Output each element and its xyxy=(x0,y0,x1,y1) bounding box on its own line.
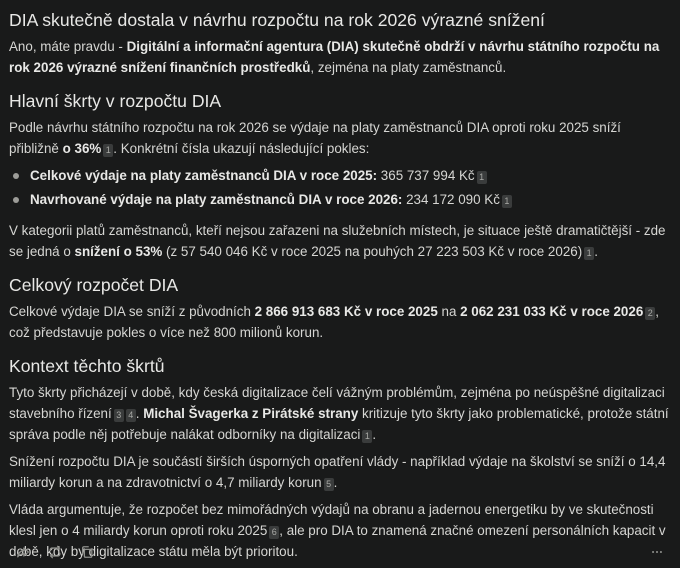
citation-badge[interactable]: 1 xyxy=(362,430,372,443)
more-icon xyxy=(650,545,664,559)
copy-button[interactable] xyxy=(76,541,98,563)
intro-text: Ano, máte pravdu - xyxy=(9,39,127,54)
budget-cuts-paragraph xyxy=(9,117,670,159)
para-text: V kategorii platů zaměstnanců, kteří nejsou zařazeni na služebních místech, je situace ještě dramatičtější - zde se jedná o xyxy=(9,223,666,259)
list-item xyxy=(9,189,670,210)
para-text: . xyxy=(594,244,598,259)
list-item-label: Navrhované výdaje na platy zaměstnanců DIA v roce 2026: xyxy=(30,192,403,207)
para-text: (z 57 540 046 Kč v roce 2025 na pouhých 27 223 503 Kč v roce 2026) xyxy=(162,244,583,259)
section-heading-context: Kontext těchto škrtů xyxy=(9,356,165,376)
context-paragraph-2 xyxy=(9,451,670,493)
rewrite-button[interactable] xyxy=(44,541,66,563)
intro-text-end: , zejména na platy zaměstnanců. xyxy=(310,60,507,75)
intro-paragraph xyxy=(9,36,670,78)
para-text: Vláda argumentuje, že rozpočet bez mimořádných výdajů na obranu a jadernou energetiku by ve skutečnosti klesl jen o 4 miliardy korun oproti roku 2025 xyxy=(9,502,654,538)
citation-badge[interactable]: 3 xyxy=(114,409,124,422)
para-text: . xyxy=(333,475,338,490)
para-text: Snížení rozpočtu DIA je součástí širších úsporných opatření vlády - například výdaje na školství se sníží o 14,4 miliardy korun a na zdravotnictví o 4,7 miliardy korun xyxy=(9,454,666,490)
citation-badge[interactable]: 1 xyxy=(103,144,113,157)
list-item xyxy=(9,165,670,186)
list-item-label: Celkové výdaje na platy zaměstnanců DIA v roce 2025: xyxy=(30,168,378,183)
citation-badge[interactable]: 2 xyxy=(645,307,655,320)
citation-badge[interactable]: 4 xyxy=(126,409,136,422)
more-button[interactable] xyxy=(646,541,668,563)
list-item-value: 234 172 090 Kč xyxy=(402,192,500,207)
citation-badge[interactable]: 1 xyxy=(502,195,512,208)
para-bold: 2 062 231 033 Kč v roce 2026 xyxy=(460,304,644,319)
para-text: kritizuje tyto škrty jako problematické, protože státní správa podle něj potřebuje nalákat odborníky na digitalizaci xyxy=(9,406,669,442)
share-icon xyxy=(16,545,30,559)
citation-badge[interactable]: 6 xyxy=(269,526,279,539)
para-text: . Konkrétní čísla ukazují následující pokles: xyxy=(113,141,370,156)
answer-toolbar xyxy=(0,540,680,564)
para-bold: 2 866 913 683 Kč v roce 2025 xyxy=(254,304,438,319)
share-button[interactable] xyxy=(12,541,34,563)
budget-list xyxy=(9,165,670,210)
para-text: . xyxy=(135,406,144,421)
salary-category-paragraph xyxy=(9,220,670,262)
para-text: Podle návrhu státního rozpočtu na rok 2026 se výdaje na platy zaměstnanců DIA oproti roku 2025 sníží přibližně xyxy=(9,120,621,156)
para-text: na xyxy=(437,304,461,319)
para-text: Celkové výdaje DIA se sníží z původních xyxy=(9,304,255,319)
list-item-value: 365 737 994 Kč xyxy=(377,168,475,183)
answer-title: DIA skutečně dostala v návrhu rozpočtu na rok 2026 výrazné snížení xyxy=(9,10,545,30)
citation-badge[interactable]: 1 xyxy=(477,171,487,184)
intro-bold: Digitální a informační agentura (DIA) skutečně obdrží v návrhu státního rozpočtu na rok 2026 výrazné snížení finančních prostředků xyxy=(9,39,660,75)
total-budget-paragraph xyxy=(9,301,670,343)
copy-icon xyxy=(80,545,94,559)
section-heading-total-budget: Celkový rozpočet DIA xyxy=(9,275,179,295)
para-text: . xyxy=(372,427,377,442)
para-text: , ale pro DIA to znamená značné omezení personálních kapacit v době, kdy by digitalizace státu měla být prioritou. xyxy=(9,523,666,559)
para-bold: snížení o 53% xyxy=(74,244,163,259)
para-bold: o 36% xyxy=(62,141,102,156)
para-text: , což představuje pokles o více než 800 milionů korun. xyxy=(9,304,660,340)
para-bold: Michal Švagerka z Pirátské strany xyxy=(143,406,359,421)
citation-badge[interactable]: 1 xyxy=(584,247,594,260)
rewrite-icon xyxy=(48,545,62,559)
para-text: Tyto škrty přicházejí v době, kdy česká digitalizace čelí vážným problémům, zejména po neúspěšné digitalizaci stavebního řízení xyxy=(9,385,665,421)
section-heading-budget-cuts: Hlavní škrty v rozpočtu DIA xyxy=(9,91,222,111)
citation-badge[interactable]: 5 xyxy=(324,478,334,491)
context-paragraph-1 xyxy=(9,382,670,445)
